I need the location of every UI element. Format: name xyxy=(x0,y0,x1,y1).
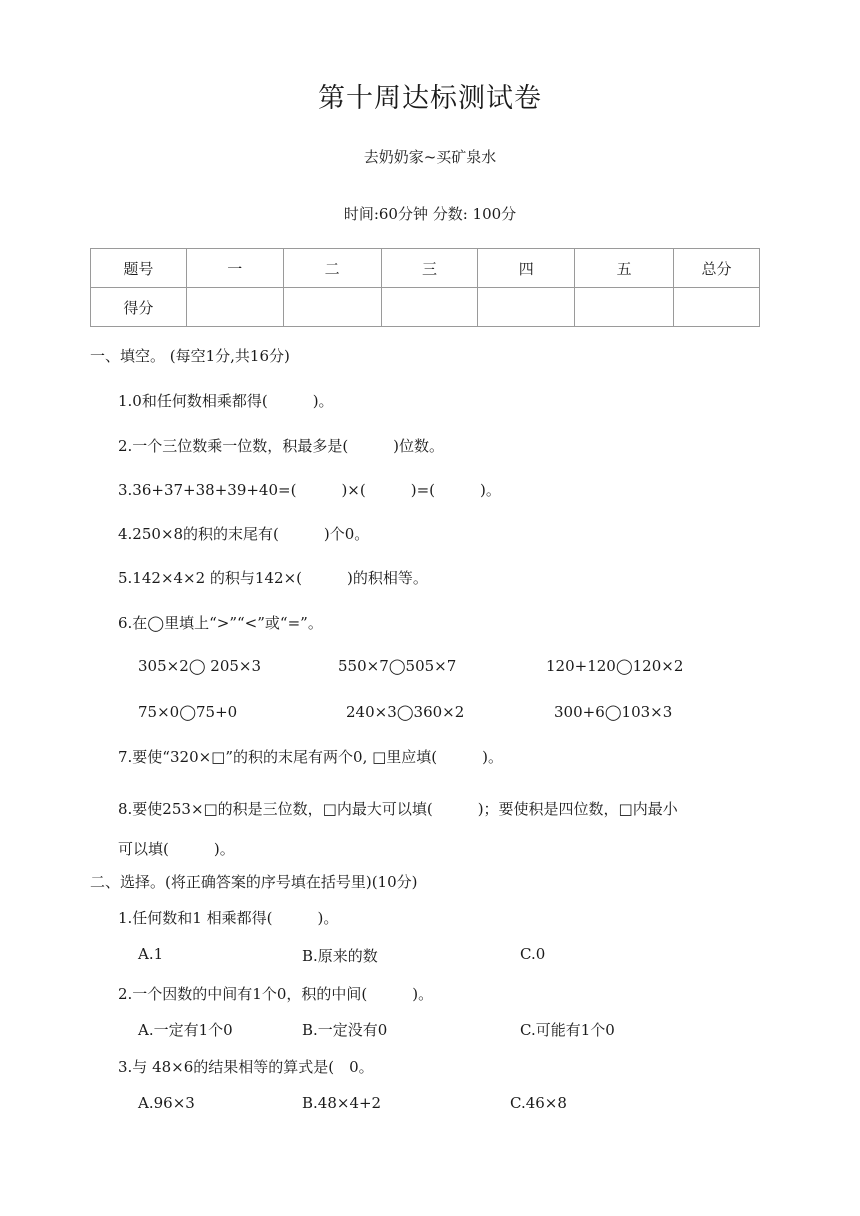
choice-3-option-c: C.46×8 xyxy=(510,1094,567,1112)
score-table-score-row xyxy=(91,288,760,327)
choice-3-option-b: B.48×4+2 xyxy=(302,1094,382,1112)
compare-item-2: 550×7◯505×7 xyxy=(338,657,457,675)
choice-2-option-b: B.一定没有0 xyxy=(302,1021,388,1039)
header-cell-5: 五 xyxy=(575,249,674,288)
compare-item-5: 240×3◯360×2 xyxy=(346,703,465,721)
exam-meta: 时间:60分钟 分数: 100分 xyxy=(343,205,517,223)
section1-heading: 一、填空。 (每空1分,共16分) xyxy=(90,347,290,365)
fill-question-7: 7.要使“320×□”的积的末尾有两个0, □里应填( )。 xyxy=(118,748,503,766)
choice-2-option-a: A.一定有1个0 xyxy=(138,1021,233,1039)
header-cell-2: 二 xyxy=(283,249,381,288)
choice-3-option-a: A.96×3 xyxy=(138,1094,195,1112)
fill-question-5: 5.142×4×2 的积与142×( )的积相等。 xyxy=(118,569,428,587)
compare-item-6: 300+6◯103×3 xyxy=(554,703,673,721)
choice-question-2: 2.一个因数的中间有1个0，积的中间( )。 xyxy=(118,985,434,1003)
header-cell-label: 题号 xyxy=(91,249,187,288)
score-cell-1[interactable] xyxy=(186,288,283,327)
fill-question-1: 1.0和任何数相乘都得( )。 xyxy=(118,392,334,410)
fill-question-8-line1: 8.要使253×□的积是三位数，□内最大可以填( )；要使积是四位数，□内最小 xyxy=(118,800,678,818)
fill-question-3: 3.36+37+38+39+40=( )×( )=( )。 xyxy=(118,481,501,499)
score-row-label: 得分 xyxy=(91,288,187,327)
choice-1-option-a: A.1 xyxy=(138,945,164,963)
score-cell-5[interactable] xyxy=(575,288,674,327)
score-cell-2[interactable] xyxy=(283,288,381,327)
compare-item-4: 75×0◯75+0 xyxy=(138,703,238,721)
header-cell-1: 一 xyxy=(186,249,283,288)
choice-1-option-c: C.0 xyxy=(520,945,546,963)
page-subtitle: 去奶奶家~买矿泉水 xyxy=(363,148,497,166)
score-cell-total[interactable] xyxy=(674,288,760,327)
choice-question-1: 1.任何数和1 相乘都得( )。 xyxy=(118,909,339,927)
section2-heading: 二、选择。(将正确答案的序号填在括号里)(10分) xyxy=(90,873,418,891)
score-cell-4[interactable] xyxy=(478,288,575,327)
header-cell-4: 四 xyxy=(478,249,575,288)
header-cell-3: 三 xyxy=(381,249,478,288)
choice-2-option-c: C.可能有1个0 xyxy=(520,1021,615,1039)
score-table xyxy=(90,248,760,327)
compare-item-3: 120+120◯120×2 xyxy=(546,657,684,675)
score-table-header-row xyxy=(91,249,760,288)
choice-question-3: 3.与 48×6的结果相等的算式是( 0。 xyxy=(118,1058,374,1076)
fill-question-8-line2: 可以填( )。 xyxy=(118,840,235,858)
choice-1-option-b: B.原来的数 xyxy=(302,947,378,965)
compare-item-1: 305×2◯ 205×3 xyxy=(138,657,262,675)
fill-question-2: 2.一个三位数乘一位数，积最多是( )位数。 xyxy=(118,437,445,455)
score-cell-3[interactable] xyxy=(381,288,478,327)
fill-question-4: 4.250×8的积的末尾有( )个0。 xyxy=(118,525,370,543)
fill-question-6: 6.在◯里填上“>”“<”或“=”。 xyxy=(118,614,323,632)
header-cell-total: 总分 xyxy=(674,249,760,288)
page-title: 第十周达标测试卷 xyxy=(318,83,542,114)
